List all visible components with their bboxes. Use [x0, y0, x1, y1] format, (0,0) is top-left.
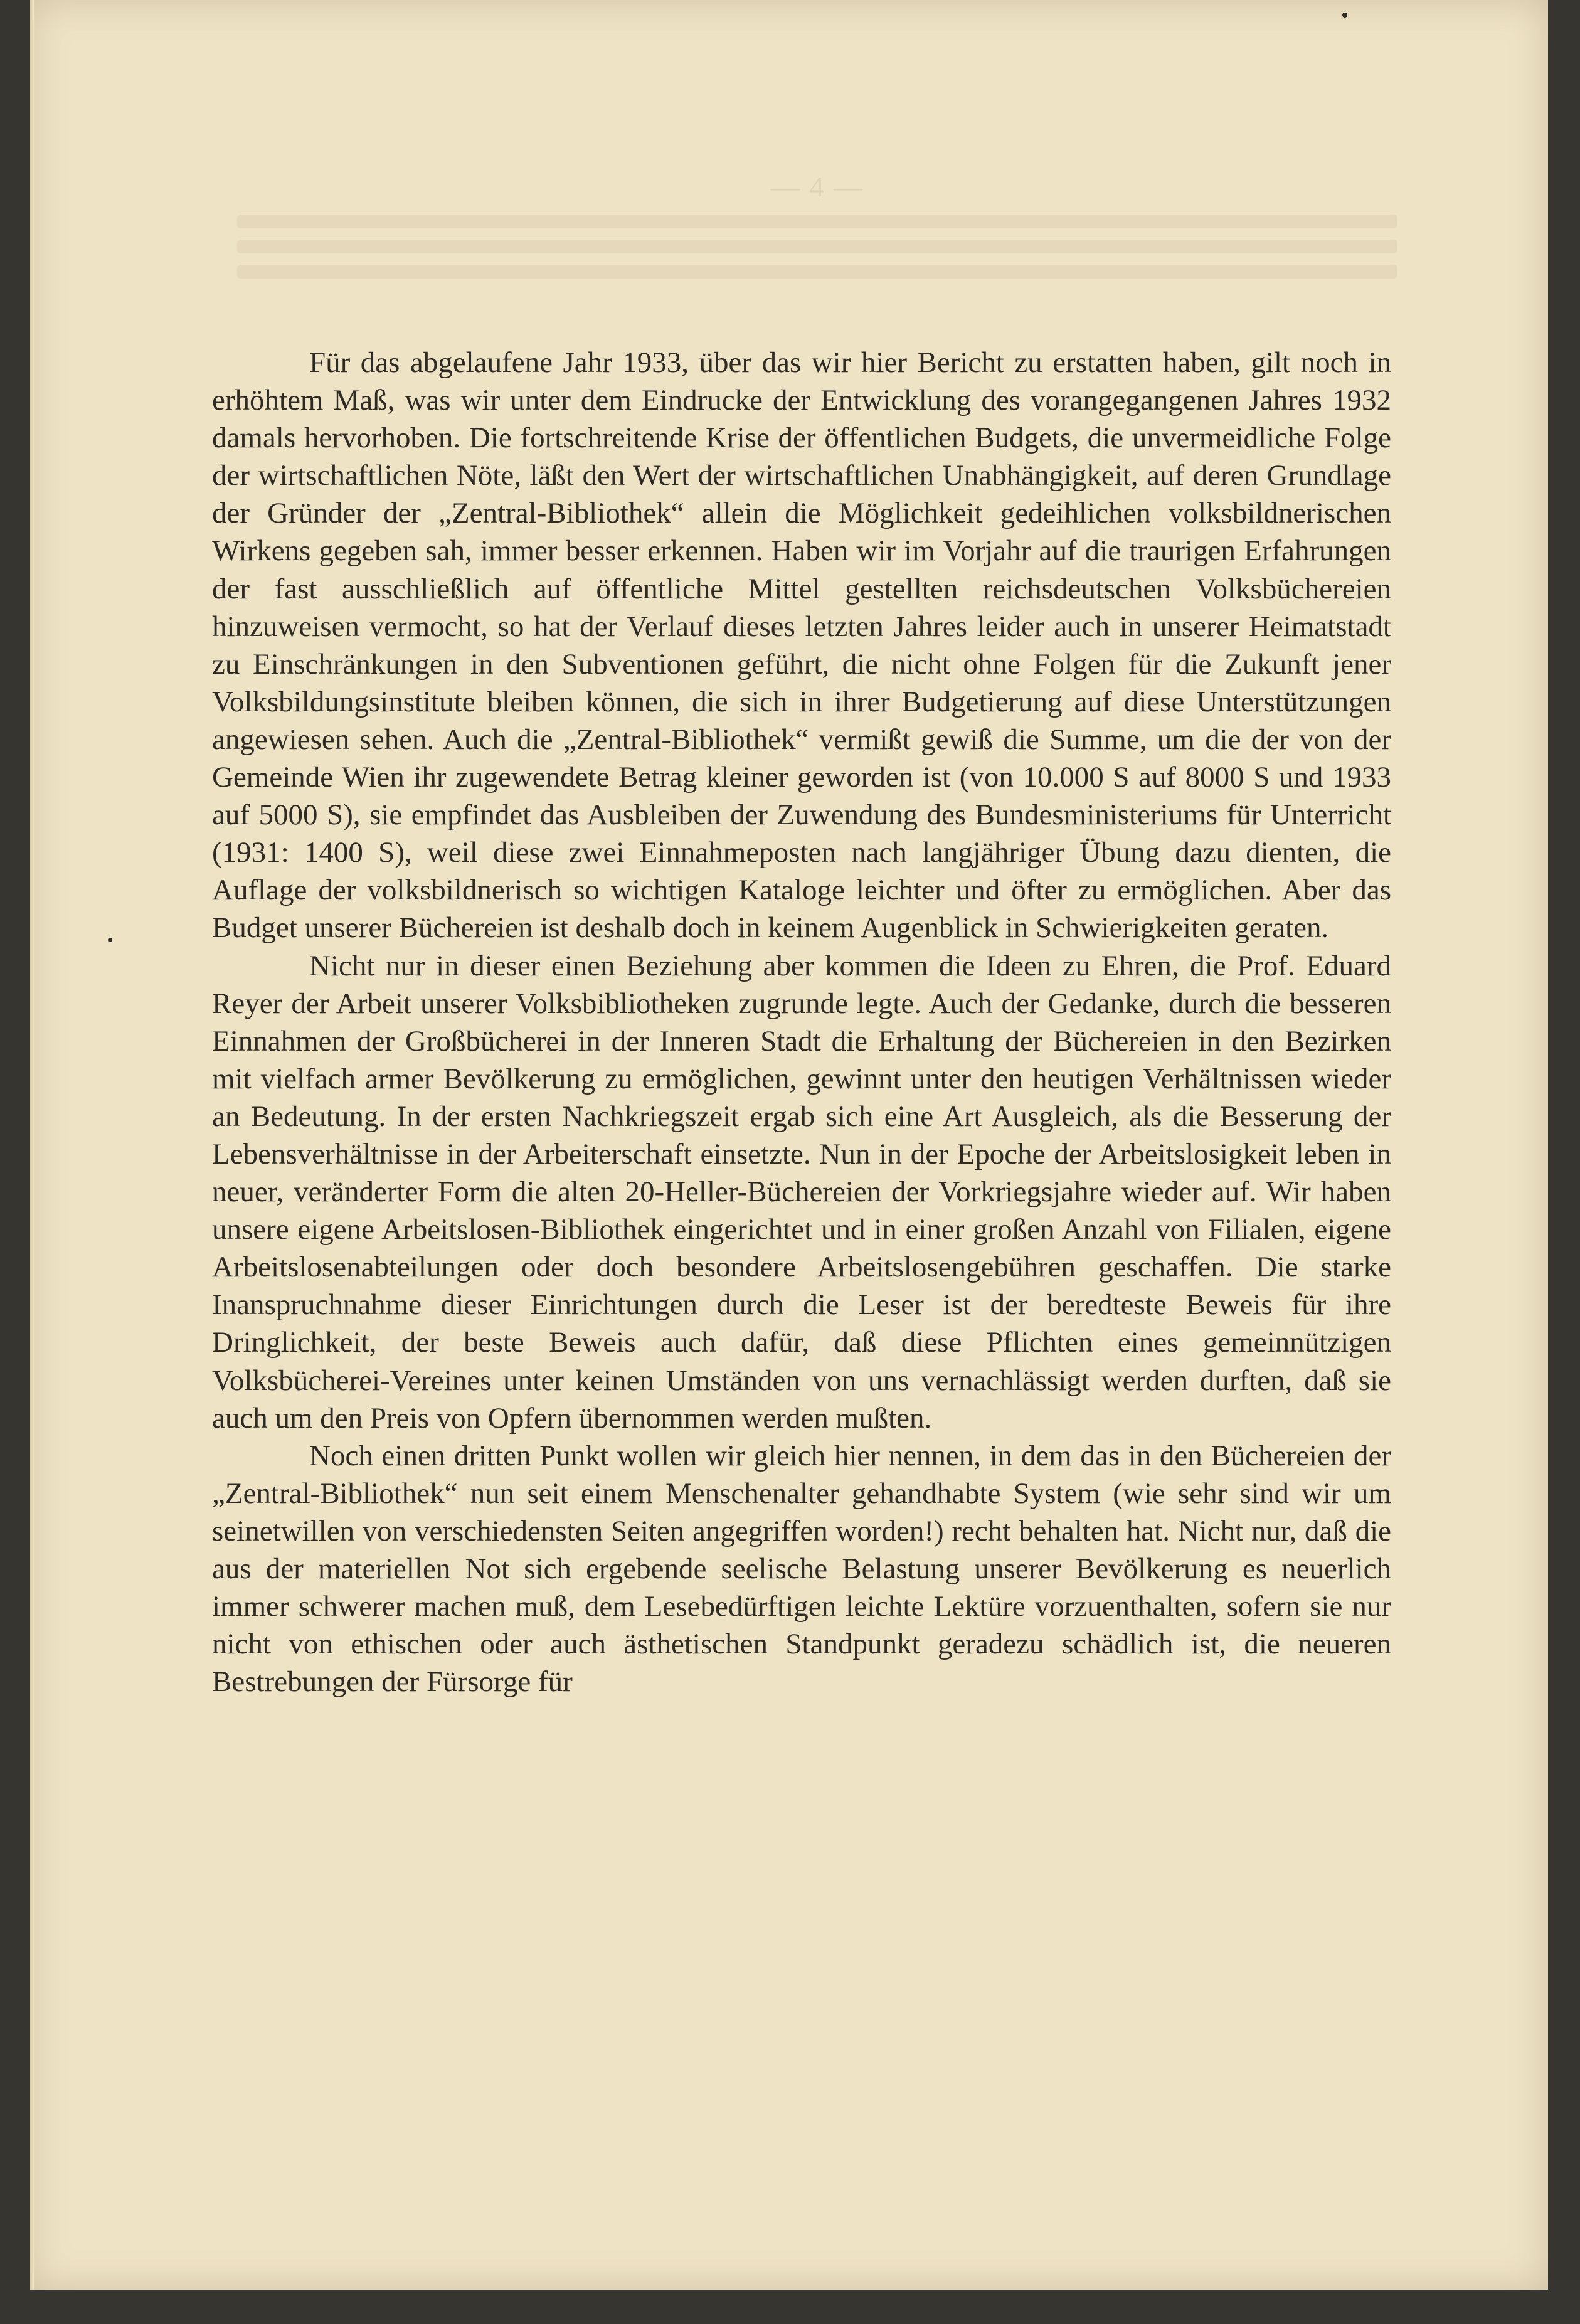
bleed-line: [237, 240, 1397, 253]
body-text: [212, 344, 1391, 1701]
bleed-through-text: [237, 169, 1397, 320]
page-edge: [30, 0, 34, 2290]
header-mark: — 4 —: [771, 171, 864, 203]
paragraph-1: Für das abgelaufene Jahr 1933, über das wir hier Bericht zu erstatten haben, gilt noch in erhöhtem Maß, was wir unter dem Eindrucke der Entwicklung des vorangegangenen Jahres 1932 damals hervorhoben. Die fortschreitende Krise der öffentlichen Budgets, die unvermeidliche Folge der wirtschaftlichen Nöte, läßt den Wert der wirtschaftlichen Unabhängigkeit, auf deren Grundlage der Gründer der „Zentral-Bibliothek“ allein die Möglichkeit gedeihlichen volksbildnerischen Wirkens gegeben sah, immer besser erkennen. Haben wir im Vorjahr auf die traurigen Erfahrungen der fast ausschließlich auf öffentliche Mittel gestellten reichsdeutschen Volksbüchereien hinzuweisen vermocht, so hat der Verlauf dieses letzten Jahres leider auch in unserer Heimatstadt zu Einschränkungen in den Subventionen geführt, die nicht ohne Folgen für die Zukunft jener Volksbildungsinstitute bleiben können, die sich in ihrer Budgetierung auf diese Unterstützungen angewiesen sehen. Auch die „Zentral-Bibliothek“ vermißt gewiß die Summe, um die der von der Gemeinde Wien ihr zugewendete Betrag kleiner geworden ist (von 10.000 S auf 8000 S und 1933 auf 5000 S), sie empfindet das Ausbleiben der Zuwendung des Bundesministeriums für Unterricht (1931: 1400 S), weil diese zwei Einnahmeposten nach langjähriger Übung dazu dienten, die Auflage der volksbildnerisch so wichtigen Kataloge leichter und öfter zu ermöglichen. Aber das Budget unserer Büchereien ist deshalb doch in keinem Augenblick in Schwierigkeiten geraten.: [212, 346, 1391, 945]
scan-speck: [108, 938, 112, 942]
paragraph-2: Nicht nur in dieser einen Beziehung aber kommen die Ideen zu Ehren, die Prof. Eduard Reyer der Arbeit unserer Volksbibliotheken zugrunde legte. Auch der Gedanke, durch die besseren Einnahmen der Großbücherei in der Inneren Stadt die Erhaltung der Büchereien in den Bezirken mit vielfach armer Bevölkerung zu ermöglichen, gewinnt unter den heutigen Verhältnissen wieder an Bedeutung. In der ersten Nachkriegszeit ergab sich eine Art Ausgleich, als die Besserung der Lebensverhältnisse in der Arbeiterschaft einsetzte. Nun in der Epoche der Arbeitslosigkeit leben in neuer, veränderter Form die alten 20-Heller-Büchereien der Vorkriegsjahre wieder auf. Wir haben unsere eigene Arbeitslosen-Bibliothek eingerichtet und in einer großen Anzahl von Filialen, eigene Arbeitslosenabteilungen oder doch besondere Arbeitslosengebühren geschaffen. Die starke Inanspruchnahme dieser Einrichtungen durch die Leser ist der beredteste Beweis für ihre Dringlichkeit, der beste Beweis auch dafür, daß diese Pflichten eines gemeinnützigen Volksbücherei-Vereines unter keinen Umständen von uns vernachlässigt werden durften, daß sie auch um den Preis von Opfern übernommen werden mußten.: [212, 949, 1391, 1435]
scan-speck: [1342, 13, 1347, 18]
bleed-line: [237, 215, 1397, 228]
paragraph-3: Noch einen dritten Punkt wollen wir gleich hier nennen, in dem das in den Büchereien der „Zentral-Bibliothek“ nun seit einem Menschenalter gehandhabte System (wie sehr sind wir um seinetwillen von verschiedensten Seiten angegriffen worden!) recht behalten hat. Nicht nur, daß die aus der materiellen Not sich ergebende seelische Belastung unserer Bevölkerung es neuerlich immer schwerer machen muß, dem Lesebedürftigen leichte Lektüre vorzuenthalten, sofern sie nur nicht von ethischen oder auch ästhetischen Standpunkt geradezu schädlich ist, die neueren Bestrebungen der Fürsorge für: [212, 1439, 1391, 1699]
bleed-line: [237, 265, 1397, 279]
document-page: [30, 0, 1548, 2290]
